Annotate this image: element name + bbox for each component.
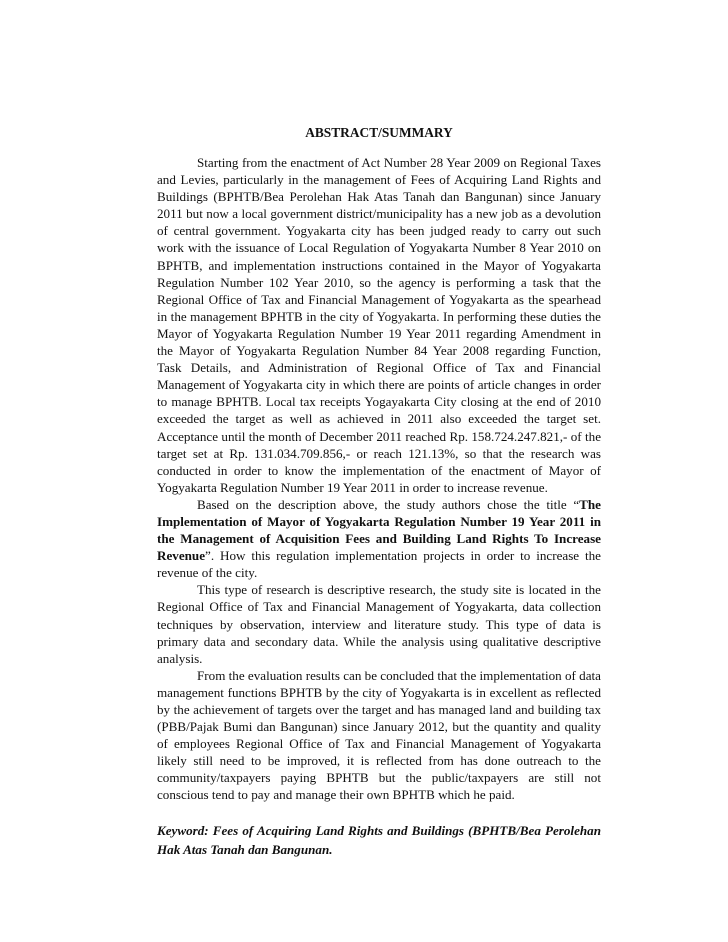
paragraph-study-title-lead: Based on the description above, the study authors chose the title “ [197,496,580,512]
paragraph-methodology: This type of research is descriptive research, the study site is located in the Regional Office of Tax and Financial Management of Yogyakarta, data collection techniques by observation, interview and literature study. This type of data is primary data and secondary data. While the analysis using qualitative descriptive analysis. [157,582,601,666]
keyword-line: Keyword: Fees of Acquiring Land Rights and Buildings (BPHTB/Bea Perolehan Hak Atas Tanah dan Bangunan. [157,822,601,857]
paragraph-study-title-tail: ”. How this regulation implementation projects in order to increase the revenue of the city. [157,548,601,581]
document-page [157,124,601,859]
paragraph-background: Starting from the enactment of Act Number 28 Year 2009 on Regional Taxes and Levies, particularly in the management of Fees of Acquiring Land Rights and Buildings (BPHTB/Bea Perolehan Hak Atas Tanah dan Bangunan) since January 2011 but now a local government district/municipality has a new job as a devolution of central government. Yogyakarta city has been judged ready to carry out such work with the issuance of Local Regulation of Yogyakarta Number 8 Year 2010 on BPHTB, and implementation instructions contained in the Mayor of Yogyakarta Regulation Number 102 Year 2010, so the agency is performing a task that the Regional Office of Tax and Financial Management of Yogyakarta as the spearhead in the management BPHTB in the city of Yogyakarta. In performing these duties the Mayor of Yogyakarta Regulation Number 19 Year 2011 regarding Amendment in the Mayor of Yogyakarta Regulation Number 84 Year 2008 regarding Function, Task Details, and Administration of Regional Office of Tax and Financial Management of Yogyakarta city in which there are points of article changes in order to manage BPHTB. Local tax receipts Yogayakarta City closing at the end of 2010 exceeded the target as well as achieved in 2011 also exceeded the target set. Acceptance until the month of December 2011 reached Rp. 158.724.247.821,- of the target set at Rp. 131.034.709.856,- or reach 121.13%, so that the research was conducted in order to know the implementation of the enactment of Mayor of Yogyakarta Regulation Number 19 Year 2011 in order to increase revenue. [157,155,601,495]
study-title: The Implementation of Mayor of Yogyakarta Regulation Number 19 Year 2011 in the Management of Acquisition Fees and Building Land Rights To Increase Revenue [157,496,601,564]
abstract-title: ABSTRACT/SUMMARY [305,125,453,140]
paragraph-study-title [157,496,601,581]
paragraph-conclusion: From the evaluation results can be concluded that the implementation of data management functions BPHTB by the city of Yogyakarta is in excellent as reflected by the achievement of targets over the target and has managed land and building tax (PBB/Pajak Bumi dan Bangunan) since January 2012, but the quantity and quality of employees Regional Office of Tax and Financial Management of Yogyakarta likely still need to be improved, it is reflected from has done outreach to the community/taxpayers paying BPHTB but the public/taxpayers are still not conscious tend to pay and manage their own BPHTB which he paid. [157,667,601,803]
